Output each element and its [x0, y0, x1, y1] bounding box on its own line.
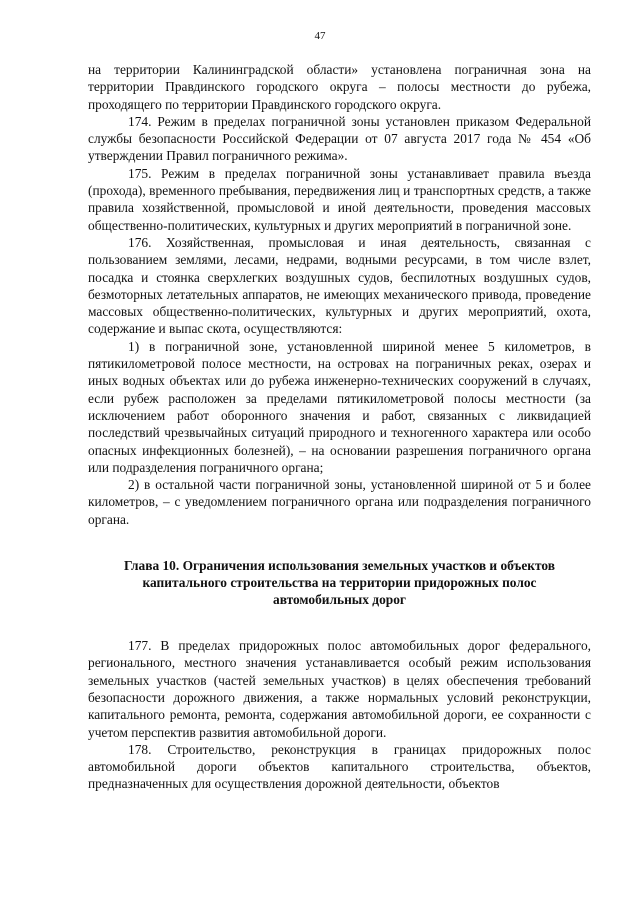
list-item-1: 1) в пограничной зоне, установленной шириной менее 5 километров, в пятикилометровой полосе местности, на островах на пограничных реках, озерах и иных водных объектах или до рубежа инженерно-технических сооружений в случаях, если рубеж расположен за пределами пятикилометровой полосы местности (за исключением работ оборонного значения и работ, связанных с ликвидацией последствий чрезвычайных ситуаций природного и техногенного характера или особо опасных инфекционных болезней), – на основании разрешения пограничного органа или подразделения пограничного органа; [88, 338, 591, 475]
list-item-2: 2) в остальной части пограничной зоны, установленной шириной от 5 и более километров, – с уведомлением пограничного органа или подразделения пограничного органа. [88, 477, 591, 527]
paragraph-177: 177. В пределах придорожных полос автомобильных дорог федерального, регионального, местного значения устанавливается особый режим использования земельных участков (частей земельных участков) в целях обеспечения требований безопасности дорожного движения, а также нормальных условий реконструкции, капитального ремонта, ремонта, содержания автомобильной дороги, ее сохранности с учетом перспектив развития автомобильной дороги. [88, 638, 591, 740]
page-number: 47 [314, 30, 326, 42]
document-body [88, 61, 591, 793]
paragraph-176: 176. Хозяйственная, промысловая и иная деятельность, связанная с пользованием землями, лесами, недрами, водными ресурсами, в том числе взлет, посадка и стоянка сверхлегких воздушных судов, беспилотных воздушных судов, безмоторных летательных аппаратов, не имеющих механического привода, проведение массовых общественно-политических, культурных и других мероприятий, охота, содержание и выпас скота, осуществляются: [88, 234, 591, 337]
paragraph-178: 178. Строительство, реконструкция в границах придорожных полос автомобильной дороги объектов капитального строительства, объектов, предназначенных для осуществления дорожной деятельности, объектов [88, 741, 591, 792]
paragraph-175: 175. Режим в пределах пограничной зоны устанавливает правила въезда (прохода), временного пребывания, передвижения лиц и транспортных средств, а также правила хозяйственной, промысловой и иной деятельности, проведения массовых общественно-политических, культурных и других мероприятий в пограничной зоне. [88, 165, 591, 233]
paragraph-174: 174. Режим в пределах пограничной зоны установлен приказом Федеральной службы безопасности Российской Федерации от 07 августа 2017 года № 454 «Об утверждении Правил пограничного режима». [88, 113, 591, 164]
paragraph-continuation: на территории Калининградской области» установлена пограничная зона на территории Правдинского городского округа – полосы местности до рубежа, проходящего по территории Правдинского городского округа. [88, 62, 591, 112]
chapter-heading: Глава 10. Ограничения использования земельных участков и объектов капитального строительства на территории придорожных полос автомобильных дорог [124, 558, 555, 608]
